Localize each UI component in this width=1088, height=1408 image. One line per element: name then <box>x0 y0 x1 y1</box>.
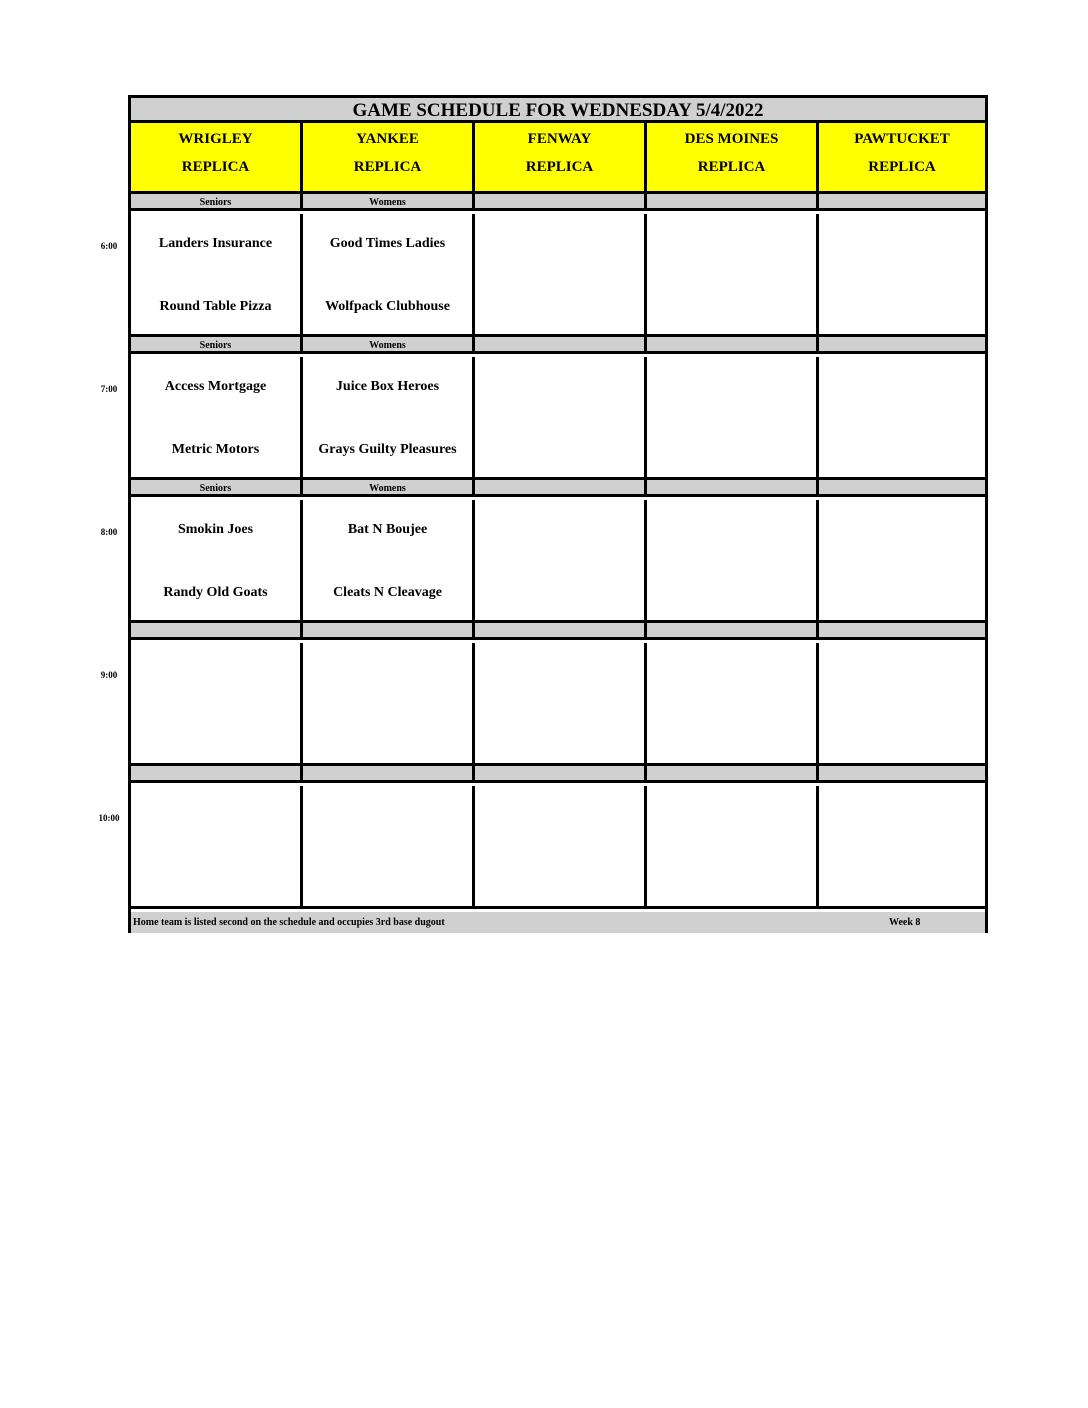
away-team: Smokin Joes <box>177 522 254 537</box>
game-cell <box>303 786 475 909</box>
game-cell <box>647 500 819 623</box>
venue-name: PAWTUCKET <box>854 131 950 147</box>
game-cell <box>819 786 985 909</box>
game-cell <box>647 214 819 337</box>
week-label: Week 8 <box>889 917 921 928</box>
game-cell <box>303 357 475 480</box>
home-team: Wolfpack Clubhouse <box>325 299 450 314</box>
schedule-table <box>128 95 988 933</box>
game-cell <box>819 500 985 623</box>
home-team: Grays Guilty Pleasures <box>318 442 457 457</box>
venue-name: WRIGLEY <box>178 131 253 147</box>
venue-type: REPLICA <box>353 159 422 175</box>
division-label <box>647 337 819 354</box>
venue-header <box>131 123 303 194</box>
game-cell <box>475 643 647 766</box>
division-label <box>819 337 985 354</box>
venue-type: REPLICA <box>181 159 250 175</box>
venue-name: FENWAY <box>527 131 592 147</box>
game-cell <box>475 214 647 337</box>
division-label <box>475 480 647 497</box>
division-label <box>131 623 303 640</box>
game-cell <box>647 786 819 909</box>
home-team: Metric Motors <box>171 442 260 457</box>
division-label <box>475 194 647 211</box>
division-label: Seniors <box>131 194 303 211</box>
division-label: Womens <box>303 337 475 354</box>
game-cell <box>303 214 475 337</box>
away-team: Good Times Ladies <box>329 236 446 251</box>
game-cell <box>131 500 303 623</box>
game-cell <box>819 357 985 480</box>
home-team: Cleats N Cleavage <box>333 585 442 600</box>
time-slot-label: 10:00 <box>98 813 120 823</box>
game-cell <box>303 643 475 766</box>
away-team: Bat N Boujee <box>347 522 428 537</box>
division-label <box>647 480 819 497</box>
division-label <box>819 480 985 497</box>
game-cell <box>131 786 303 909</box>
game-cell <box>819 643 985 766</box>
game-cell <box>131 643 303 766</box>
game-cell <box>303 500 475 623</box>
division-label <box>819 623 985 640</box>
division-label: Seniors <box>131 337 303 354</box>
game-cell <box>131 214 303 337</box>
division-label <box>475 623 647 640</box>
schedule-footer <box>131 912 985 933</box>
division-label <box>647 766 819 783</box>
venue-type: REPLICA <box>525 159 594 175</box>
division-label <box>819 194 985 211</box>
division-label <box>647 623 819 640</box>
venue-name: DES MOINES <box>684 131 779 147</box>
division-label: Womens <box>303 480 475 497</box>
away-team: Juice Box Heroes <box>335 379 440 394</box>
schedule-title: GAME SCHEDULE FOR WEDNESDAY 5/4/2022 <box>131 98 985 123</box>
away-team: Landers Insurance <box>158 236 273 251</box>
division-label <box>647 194 819 211</box>
venue-type: REPLICA <box>868 159 936 175</box>
game-cell <box>475 500 647 623</box>
game-cell <box>819 214 985 337</box>
game-cell <box>131 357 303 480</box>
game-cell <box>475 786 647 909</box>
home-team-note: Home team is listed second on the schedule and occupies 3rd base dugout <box>133 917 445 928</box>
away-team: Access Mortgage <box>164 379 267 394</box>
game-cell <box>647 643 819 766</box>
time-slot-label: 7:00 <box>100 384 118 394</box>
home-team: Randy Old Goats <box>163 585 268 600</box>
division-label <box>475 337 647 354</box>
division-label <box>303 766 475 783</box>
venue-header <box>475 123 647 194</box>
venue-name: YANKEE <box>356 131 419 147</box>
division-label <box>303 623 475 640</box>
game-cell <box>647 357 819 480</box>
home-team: Round Table Pizza <box>159 299 272 314</box>
venue-type: REPLICA <box>697 159 766 175</box>
time-slot-label: 6:00 <box>100 241 118 251</box>
time-slot-label: 9:00 <box>100 670 118 680</box>
division-label <box>475 766 647 783</box>
time-slot-label: 8:00 <box>100 527 118 537</box>
division-label <box>131 766 303 783</box>
venue-header <box>647 123 819 194</box>
division-label: Womens <box>303 194 475 211</box>
venue-header <box>819 123 985 194</box>
venue-header <box>303 123 475 194</box>
game-cell <box>475 357 647 480</box>
division-label: Seniors <box>131 480 303 497</box>
division-label <box>819 766 985 783</box>
